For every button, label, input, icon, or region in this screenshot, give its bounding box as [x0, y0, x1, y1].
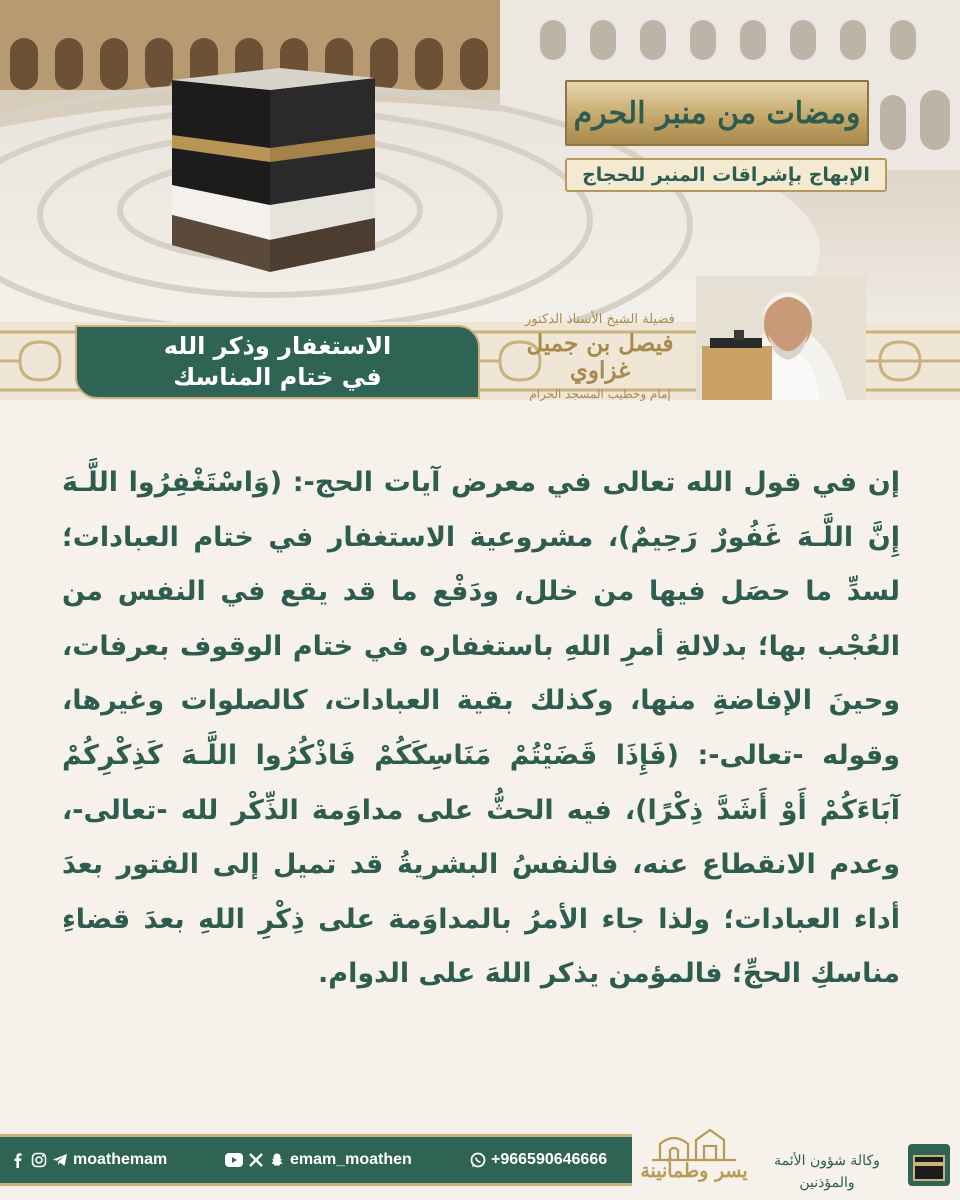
instagram-icon[interactable]	[31, 1152, 47, 1168]
phone-number[interactable]: +966590646666	[491, 1151, 608, 1168]
social-group-1	[10, 1137, 167, 1183]
sheikh-role: إمام وخطيب المسجد الحرام	[529, 387, 671, 401]
whatsapp-icon[interactable]	[470, 1152, 486, 1168]
agency-logo	[906, 1142, 952, 1188]
title-line-1: الاستغفار وذكر الله	[163, 332, 392, 360]
social-bar	[0, 1134, 632, 1186]
yusr-brand-text: يسر وطمأنينة	[640, 1160, 748, 1182]
title-line-2: في ختام المناسك	[173, 363, 382, 391]
handle-moathemam[interactable]: moathemam	[73, 1151, 168, 1168]
youtube-icon[interactable]	[225, 1153, 243, 1167]
facebook-icon[interactable]	[10, 1152, 26, 1168]
article-title-banner	[75, 325, 480, 399]
series-tagline: الإبهاج بإشراقات المنبر للحجاج	[565, 158, 887, 192]
sheikh-info	[505, 300, 695, 400]
article-body: إن في قول الله تعالى في معرض آيات الحج-: (وَاسْتَغْفِرُوا اللَّـهَ إِنَّ اللَّـهَ غَفُورٌ رَحِيمٌ)، مشروعية الاستغفار في ختام العبادات؛ لسدِّ ما حصَل فيها من خلل، ودَفْع ما قد يقع في النفس من العُجْب بها؛ بدلالةِ أمرِ اللهِ باستغفاره في ختام الوقوف بعرفات، وحينَ الإفاضةِ منها، وكذلك بقية العبادات، كالصلوات وغيرها، وقوله -تعالى-: (فَإِذَا قَضَيْتُمْ مَنَاسِكَكُمْ فَاذْكُرُوا اللَّـهَ كَذِكْرِكُمْ آبَاءَكُمْ أَوْ أَشَدَّ ذِكْرًا)، فيه الحثُّ على مداوَمة الذِّكْر لله -تعالى-، وعدم الانقطاع عنه، فالنفسُ البشريةُ قد تميل إلى الفتور بعدَ أداء العبادات؛ ولذا جاء الأمرُ بالمداوَمة على ذِكْرِ اللهِ بعدَ قضاءِ مناسكِ الحجِّ؛ فالمؤمن يذكر اللهَ على الدوام.	[62, 467, 900, 990]
handle-emam-moathen[interactable]: emam_moathen	[290, 1151, 412, 1168]
social-group-2	[225, 1137, 412, 1183]
sheikh-portrait	[696, 276, 866, 400]
contact-group	[470, 1137, 607, 1183]
series-logo: ومضات من منبر الحرم	[565, 80, 869, 146]
agency-name: وكالة شؤون الأئمة والمؤذنين	[774, 1153, 880, 1191]
snapchat-icon[interactable]	[269, 1152, 285, 1168]
telegram-icon[interactable]	[52, 1152, 68, 1168]
sheikh-name: فيصل بن جميل غزاوي	[526, 330, 674, 384]
x-icon[interactable]	[248, 1152, 264, 1168]
sheikh-title: فضيلة الشيخ الأستاذ الدكتور	[525, 312, 675, 327]
